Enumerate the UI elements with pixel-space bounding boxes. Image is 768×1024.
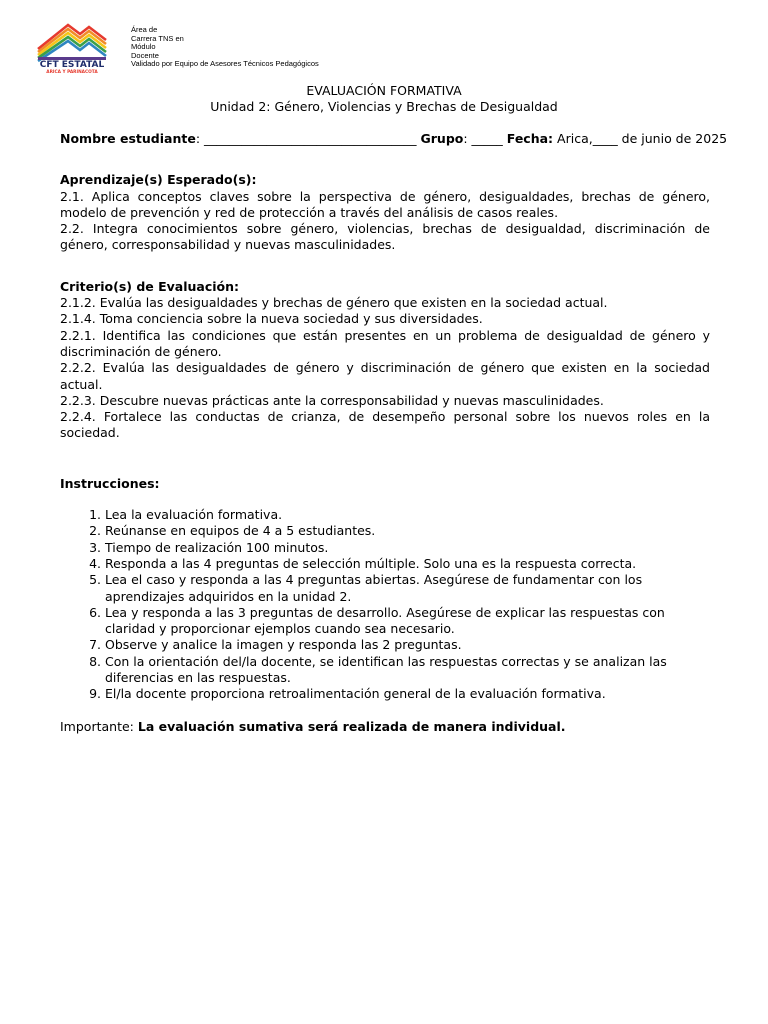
criterio-item: 2.1.2. Evalúa las desigualdades y brechas de género que existen en la sociedad actual. xyxy=(60,295,608,311)
aprendizajes-title: Aprendizaje(s) Esperado(s): xyxy=(60,172,257,188)
criterios-section xyxy=(60,279,710,442)
logo-subtitle: ARICA Y PARINACOTA xyxy=(46,70,98,75)
instruccion-item: 8. Con la orientación del/la docente, se identifican las respuestas correctas y se analizan las diferencias en las respuestas. xyxy=(105,654,710,687)
aprendizaje-item: 2.1. Aplica conceptos claves sobre la perspectiva de género, desigualdades, brechas de género, modelo de prevención y red de protección a través del análisis de casos reales. xyxy=(60,188,710,220)
group-label: Grupo xyxy=(420,131,464,146)
meta-area: Área de xyxy=(131,25,158,34)
criterio-item: 2.2.4. Fortalece las conductas de crianza, de desempeño personal sobre los nuevos roles en la sociedad. xyxy=(60,409,710,441)
meta-modulo: Módulo xyxy=(131,42,156,52)
instruccion-item: 1. Lea la evaluación formativa. xyxy=(105,507,710,523)
instrucciones-title: Instrucciones: xyxy=(60,475,160,491)
important-text: La evaluación sumativa será realizada de manera individual. xyxy=(137,718,566,734)
date-label: Fecha: xyxy=(506,131,554,146)
instruccion-item: 9. El/la docente proporciona retroalimentación general de la evaluación formativa. xyxy=(105,686,710,702)
instruccion-item: 7. Observe y analice la imagen y responda las 2 preguntas. xyxy=(105,637,710,653)
document-subtitle: Unidad 2: Género, Violencias y Brechas de Desigualdad xyxy=(210,99,558,114)
student-info-row xyxy=(60,131,728,147)
important-label: Importante: xyxy=(60,718,134,734)
group-blank: : _____ xyxy=(463,131,503,146)
document-titles xyxy=(0,83,768,115)
meta-docente: Docente xyxy=(131,50,159,60)
instruccion-item: 4. Responda a las 4 preguntas de selección múltiple. Solo una es la respuesta correcta. xyxy=(105,556,710,572)
criterio-item: 2.1.4. Toma conciencia sobre la nueva sociedad y sus diversidades. xyxy=(60,311,483,327)
name-label: Nombre estudiante xyxy=(60,131,196,146)
instruccion-item: 3. Tiempo de realización 100 minutos. xyxy=(105,540,710,556)
aprendizajes-section xyxy=(60,172,710,253)
instruccion-item: 2. Reúnanse en equipos de 4 a 5 estudiantes. xyxy=(105,523,710,539)
criterio-item: 2.2.2. Evalúa las desigualdades de género y discriminación de género que existen en la sociedad actual. xyxy=(60,360,710,392)
important-note xyxy=(60,719,710,735)
criterio-item: 2.2.1. Identifica las condiciones que están presentes en un problema de desigualdad de género y discriminación de género. xyxy=(60,327,710,359)
criterio-item: 2.2.3. Descubre nuevas prácticas ante la corresponsabilidad y nuevas masculinidades. xyxy=(60,392,604,408)
document-body xyxy=(60,131,728,735)
cft-estatal-logo xyxy=(20,18,120,76)
header-meta xyxy=(131,26,319,69)
document-title: EVALUACIÓN FORMATIVA xyxy=(306,83,462,98)
date-value: Arica,____ de junio de 2025 xyxy=(557,131,728,146)
instruccion-item: 5. Lea el caso y responda a las 4 preguntas abiertas. Asegúrese de fundamentar con los aprendizajes adquiridos en la unidad 2. xyxy=(105,572,710,605)
aprendizaje-item: 2.2. Integra conocimientos sobre género, violencias, brechas de desigualdad, discriminación de género, corresponsabilidad y nuevas masculinidades. xyxy=(60,221,710,253)
name-blank: : __________________________________ xyxy=(195,131,417,146)
instruccion-item: 6. Lea y responda a las 3 preguntas de desarrollo. Asegúrese de explicar las respuestas con claridad y proporcionar ejemplos cuando sea necesario. xyxy=(105,605,710,638)
instrucciones-list xyxy=(60,507,710,703)
meta-carrera: Carrera TNS en xyxy=(131,33,184,43)
meta-validado: Validado por Equipo de Asesores Técnicos Pedagógicos xyxy=(131,59,319,69)
logo-name: CFT ESTATAL xyxy=(39,60,105,70)
criterios-title: Criterio(s) de Evaluación: xyxy=(60,278,240,294)
